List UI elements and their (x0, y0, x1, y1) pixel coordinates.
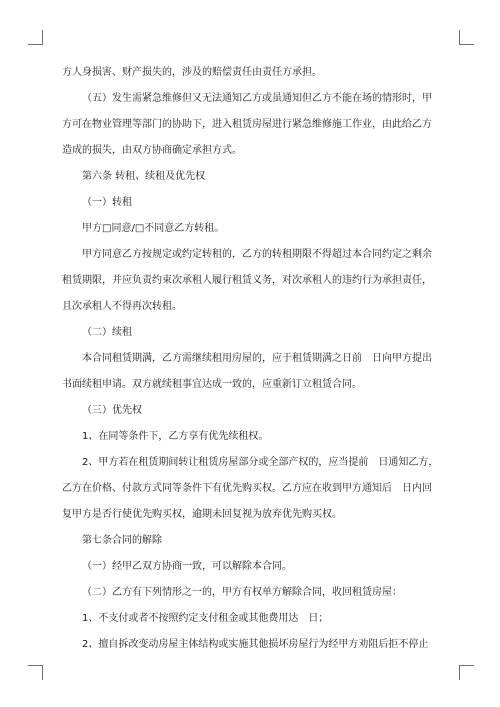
section-heading: 第七条合同的解除 (82, 535, 162, 546)
subsection-heading: （三）优先权 (82, 405, 142, 416)
paragraph-line: 且次承租人不得再次转租。 (62, 301, 182, 312)
subsection-heading: （一）转租 (82, 197, 132, 208)
paragraph-line: 方可在物业管理等部门的协助下，进入租赁房屋进行紧急维修施工作业，由此给乙方 (62, 119, 432, 130)
paragraph-line: 乙方在价格、付款方式同等条件下有优先购买权。乙方应在收到甲方通知后 日内回 (62, 483, 432, 494)
paragraph-line: 书面续租申请。双方就续租事宜达成一致的，应重新订立租赁合同。 (62, 379, 362, 390)
paragraph-line: 2、擅自拆改变动房屋主体结构或实施其他损坏房屋行为经甲方劝阻后拒不停止 (82, 639, 429, 650)
paragraph-line: 本合同租赁期满，乙方需继续租用房屋的，应于租赁期满之日前 日向甲方提出 (82, 353, 432, 364)
paragraph-line: 2、甲方若在租赁期间转让租赁房屋部分或全部产权的，应当提前 日通知乙方， (82, 457, 438, 468)
paragraph-line: （五）发生需紧急维修但又无法通知乙方或虽通知但乙方不能在场的情形时，甲 (82, 93, 432, 104)
paragraph-line: （一）经甲乙双方协商一致，可以解除本合同。 (82, 561, 292, 572)
paragraph-line: 1、不支付或者不按照约定支付租金或其他费用达 日； (82, 613, 329, 624)
document-body (62, 66, 438, 652)
subsection-heading: （二）续租 (82, 327, 132, 338)
paragraph-line: 甲方同意乙方按规定或约定转租的，乙方的转租期限不得超过本合同约定之剩余 (82, 249, 432, 260)
section-heading: 第六条 转租、续租及优先权 (82, 171, 206, 182)
paragraph-line: 复甲方是否行使优先购买权，逾期未回复视为放弃优先购买权。 (62, 509, 342, 520)
paragraph-line: 方人身损害、财产损失的，涉及的赔偿责任由责任方承担。 (62, 67, 322, 78)
crop-mark-bottom-left (28, 665, 43, 680)
crop-mark-top-left (28, 30, 43, 45)
paragraph-line: 1、在同等条件下，乙方享有优先续租权。 (82, 431, 269, 442)
crop-mark-top-right (459, 30, 474, 45)
paragraph-line: 甲方□同意/□不同意乙方转租。 (82, 223, 225, 234)
paragraph-line: 租赁期限，并应负责约束次承租人履行租赁义务，对次承租人的违约行为承担责任， (62, 275, 432, 286)
paragraph-line: 造成的损失，由双方协商确定承担方式。 (62, 145, 242, 156)
crop-mark-bottom-right (459, 665, 474, 680)
paragraph-line: （二）乙方有下列情形之一的，甲方有权单方解除合同，收回租赁房屋： (82, 587, 402, 598)
